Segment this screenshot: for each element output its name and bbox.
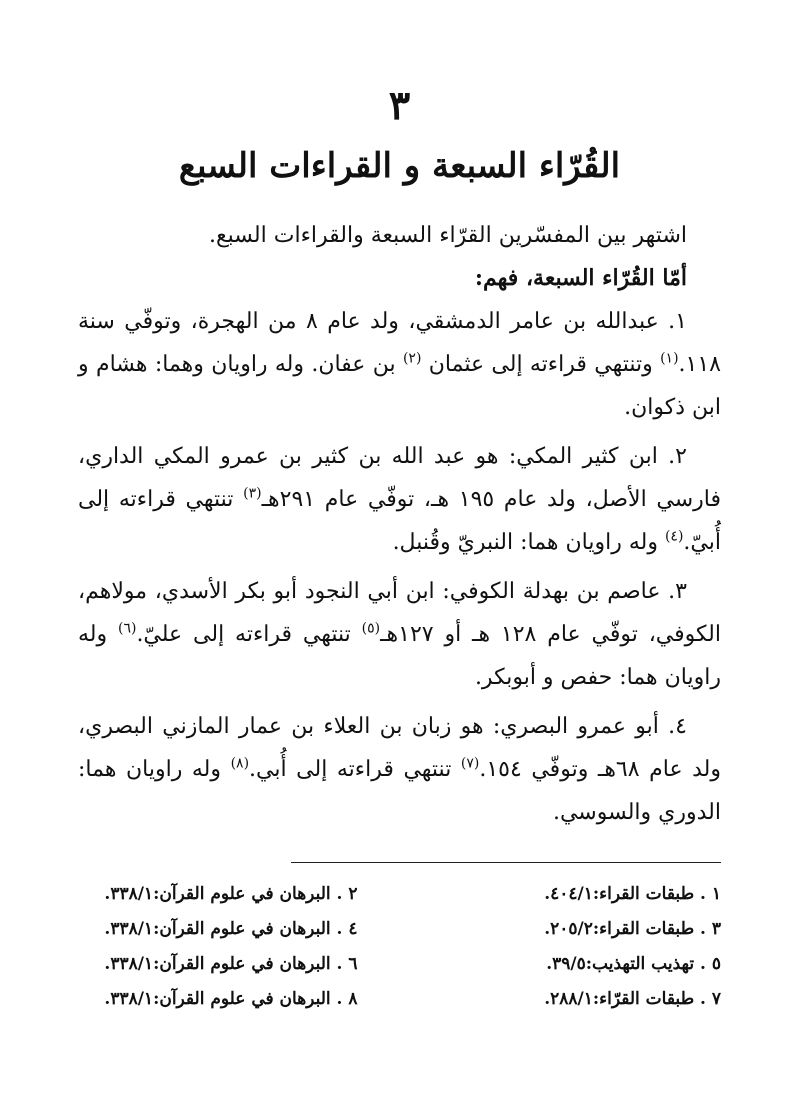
footnote-ref: (٤) bbox=[664, 528, 684, 545]
item-text: تنتهي قراءته إلى أُبي. bbox=[249, 757, 461, 782]
footnote-row bbox=[78, 946, 721, 981]
item-text: وله راويان هما: الدوري والسوسي. bbox=[78, 757, 721, 825]
footnote-row bbox=[78, 911, 721, 946]
reader-item-4 bbox=[78, 705, 721, 834]
item-text: ٤. أبو عمرو البصري: هو زبان بن العلاء بن عمار المازني البصري، ولد عام ٦٨هـ وتوفّي ١٥٤. bbox=[78, 714, 721, 782]
reader-item-2 bbox=[78, 435, 721, 564]
footnote-row bbox=[78, 876, 721, 911]
footnote-separator bbox=[291, 862, 721, 863]
item-text: ١. عبدالله بن عامر الدمشقي، ولد عام ٨ من الهجرة، وتوفّي سنة ١١٨. bbox=[78, 309, 721, 377]
footnote-ref: (٣) bbox=[243, 485, 262, 502]
footnote-6: ٦ . البرهان في علوم القرآن:٣٣٨/١. bbox=[104, 953, 358, 974]
item-text: تنتهي قراءته إلى عليّ. bbox=[136, 622, 362, 647]
item-text: وتنتهي قراءته إلى عثمان bbox=[421, 352, 661, 377]
list-heading: أمّا القُرّاء السبعة، فهم: bbox=[474, 265, 687, 291]
item-text: وله راويان هما: النبريّ وقُنبل. bbox=[392, 530, 665, 555]
footnote-2: ٢ . البرهان في علوم القرآن:٣٣٨/١. bbox=[104, 883, 358, 904]
footnote-1: ١ . طبقات القراء:٤٠٤/١. bbox=[544, 883, 721, 904]
footnote-7: ٧ . طبقات القرّاء:٢٨٨/١. bbox=[544, 988, 721, 1009]
footnote-8: ٨ . البرهان في علوم القرآن:٣٣٨/١. bbox=[104, 988, 358, 1009]
reader-item-1 bbox=[78, 300, 721, 429]
item-text: ٣. عاصم بن بهدلة الكوفي: ابن أبي النجود أبو بكر الأسدي، مولاهم، الكوفي، توفّي عام ١٢٨ هـ أو ١٢٧هـ bbox=[78, 579, 721, 647]
footnote-3: ٣ . طبقات القراء:٢٠٥/٢. bbox=[544, 918, 721, 939]
item-text: وله راويان هما: حفص و أبوبكر. bbox=[78, 622, 721, 690]
item-text: ٢. ابن كثير المكي: هو عبد الله بن كثير بن عمرو المكي الداري، فارسي الأصل، ولد عام ١٩٥ هـ، توفّي عام ٢٩١هـ bbox=[78, 444, 722, 512]
chapter-number: ٣ bbox=[388, 82, 411, 129]
item-text: بن عفان. وله راويان وهما: هشام و ابن ذكوان. bbox=[78, 352, 721, 420]
footnotes bbox=[78, 876, 721, 1016]
footnote-ref: (٨) bbox=[230, 755, 250, 772]
footnote-ref: (٧) bbox=[460, 755, 480, 772]
item-text: تنتهي قراءته إلى أُبيّ. bbox=[78, 487, 721, 555]
footnote-ref: (٢) bbox=[402, 350, 422, 367]
reader-item-3 bbox=[78, 570, 721, 699]
footnote-ref: (١) bbox=[660, 350, 679, 367]
footnote-ref: (٦) bbox=[117, 620, 137, 637]
footnote-5: ٥ . تهذيب التهذيب:٣٩/٥. bbox=[546, 953, 721, 974]
intro-paragraph: اشتهر بين المفسّرين القرّاء السبعة والقراءات السبع. bbox=[208, 223, 687, 248]
footnote-4: ٤ . البرهان في علوم القرآن:٣٣٨/١. bbox=[104, 918, 358, 939]
footnote-ref: (٥) bbox=[361, 620, 381, 637]
footnote-row bbox=[78, 981, 721, 1016]
chapter-title: القُرّاء السبعة و القراءات السبع bbox=[178, 146, 621, 186]
body-text bbox=[78, 214, 721, 840]
